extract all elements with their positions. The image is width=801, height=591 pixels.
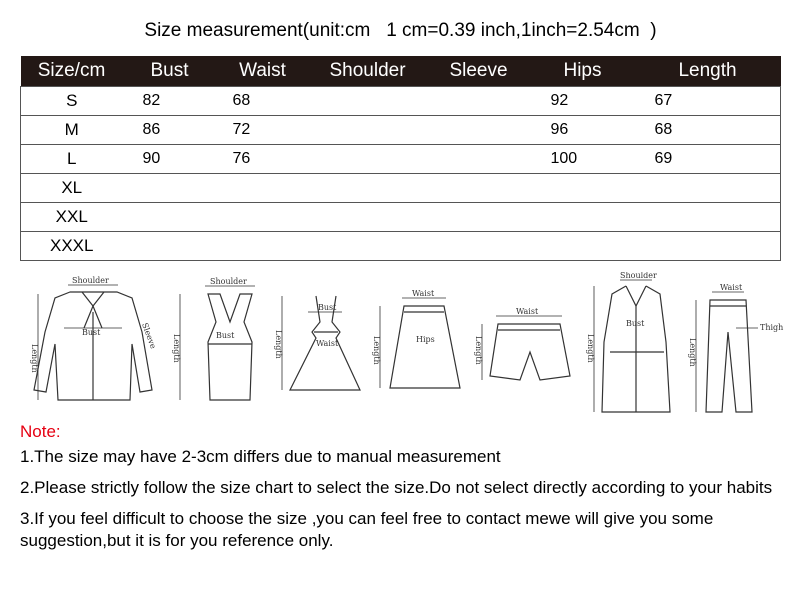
header-size: Size/cm [21, 56, 123, 87]
cell-shoulder [309, 232, 427, 261]
size-chart-title: Size measurement(unit:cm 1 cm=0.39 inch,1inch=2.54cm ) [144, 20, 657, 41]
illus-label-bust: Bust [82, 328, 101, 337]
cell-bust [123, 174, 217, 203]
illus-label-length-2: Length [172, 334, 181, 363]
header-shoulder: Shoulder [309, 56, 427, 87]
note-line-3: 3.If you feel difficult to choose the size ,you can feel free to contact mewe will give you some suggestion,but it is for you reference only. [20, 509, 714, 550]
illus-label-shoulder-6: Shoulder [620, 272, 657, 280]
header-sleeve: Sleeve [427, 56, 531, 87]
illus-label-length-3: Length [274, 330, 283, 359]
cell-length: 67 [635, 87, 781, 116]
coat-illustration [586, 272, 670, 412]
illus-label-waist-4: Waist [412, 289, 435, 298]
cell-waist: 72 [217, 116, 309, 145]
table-row [21, 145, 781, 174]
cell-length [635, 203, 781, 232]
note-line-2: 2.Please strictly follow the size chart to select the size.Do not select directly according to your habits [20, 478, 773, 497]
cell-waist [217, 203, 309, 232]
cell-waist [217, 232, 309, 261]
cell-shoulder [309, 145, 427, 174]
illus-label-length: Length [30, 344, 39, 373]
table-row [21, 174, 781, 203]
table-row [21, 116, 781, 145]
cell-waist [217, 174, 309, 203]
cell-length [635, 174, 781, 203]
illus-label-shoulder: Shoulder [72, 276, 109, 285]
pants-illustration [688, 283, 783, 412]
cell-bust [123, 232, 217, 261]
illus-label-hips-4: Hips [416, 335, 435, 344]
illus-label-length-5: Length [474, 336, 483, 365]
illus-label-thigh-7: Thigh [760, 323, 784, 332]
table-row [21, 87, 781, 116]
cell-sleeve [427, 203, 531, 232]
header-hips: Hips [531, 56, 635, 87]
cell-length [635, 232, 781, 261]
cell-shoulder [309, 87, 427, 116]
cell-size: XXL [21, 203, 123, 232]
cell-bust: 82 [123, 87, 217, 116]
size-table [20, 56, 781, 261]
notes-section [20, 422, 790, 561]
illus-label-length-6: Length [586, 334, 595, 363]
cell-size: S [21, 87, 123, 116]
header-length: Length [635, 56, 781, 87]
cell-size: M [21, 116, 123, 145]
illus-label-waist-7: Waist [720, 283, 743, 292]
illus-label-waist-3: Waist [316, 339, 339, 348]
illus-label-length-4: Length [372, 336, 381, 365]
cell-sleeve [427, 116, 531, 145]
cell-hips: 92 [531, 87, 635, 116]
cell-waist: 68 [217, 87, 309, 116]
cell-shoulder [309, 174, 427, 203]
cell-shoulder [309, 203, 427, 232]
cell-hips [531, 174, 635, 203]
cell-size: XL [21, 174, 123, 203]
note-line-1: 1.The size may have 2-3cm differs due to manual measurement [20, 447, 501, 466]
cell-waist: 76 [217, 145, 309, 174]
cell-hips: 96 [531, 116, 635, 145]
cell-hips: 100 [531, 145, 635, 174]
cell-bust: 86 [123, 116, 217, 145]
cell-length: 69 [635, 145, 781, 174]
cell-size: L [21, 145, 123, 174]
cell-bust [123, 203, 217, 232]
illus-label-bust-2: Bust [216, 331, 235, 340]
illus-label-sleeve: Sleeve [140, 321, 158, 350]
cell-sleeve [427, 87, 531, 116]
header-waist: Waist [217, 56, 309, 87]
tank-top-illustration [172, 277, 255, 400]
cell-bust: 90 [123, 145, 217, 174]
cell-sleeve [427, 174, 531, 203]
cell-hips [531, 232, 635, 261]
illus-label-bust-3: Bust [318, 303, 337, 312]
table-header-row [21, 56, 781, 87]
table-row [21, 203, 781, 232]
note-title: Note: [20, 422, 61, 441]
cell-sleeve [427, 232, 531, 261]
shorts-illustration [474, 307, 570, 380]
cell-hips [531, 203, 635, 232]
illus-label-waist-5: Waist [516, 307, 539, 316]
blouse-illustration [30, 276, 158, 400]
cell-length: 68 [635, 116, 781, 145]
illus-label-bust-6: Bust [626, 319, 645, 328]
cell-size: XXXL [21, 232, 123, 261]
skirt-illustration [372, 289, 460, 388]
illus-label-shoulder-2: Shoulder [210, 277, 247, 286]
cell-sleeve [427, 145, 531, 174]
measurement-illustrations [20, 272, 790, 422]
table-row [21, 232, 781, 261]
header-bust: Bust [123, 56, 217, 87]
illus-label-length-7: Length [688, 338, 697, 367]
dress-illustration [274, 296, 360, 390]
cell-shoulder [309, 116, 427, 145]
